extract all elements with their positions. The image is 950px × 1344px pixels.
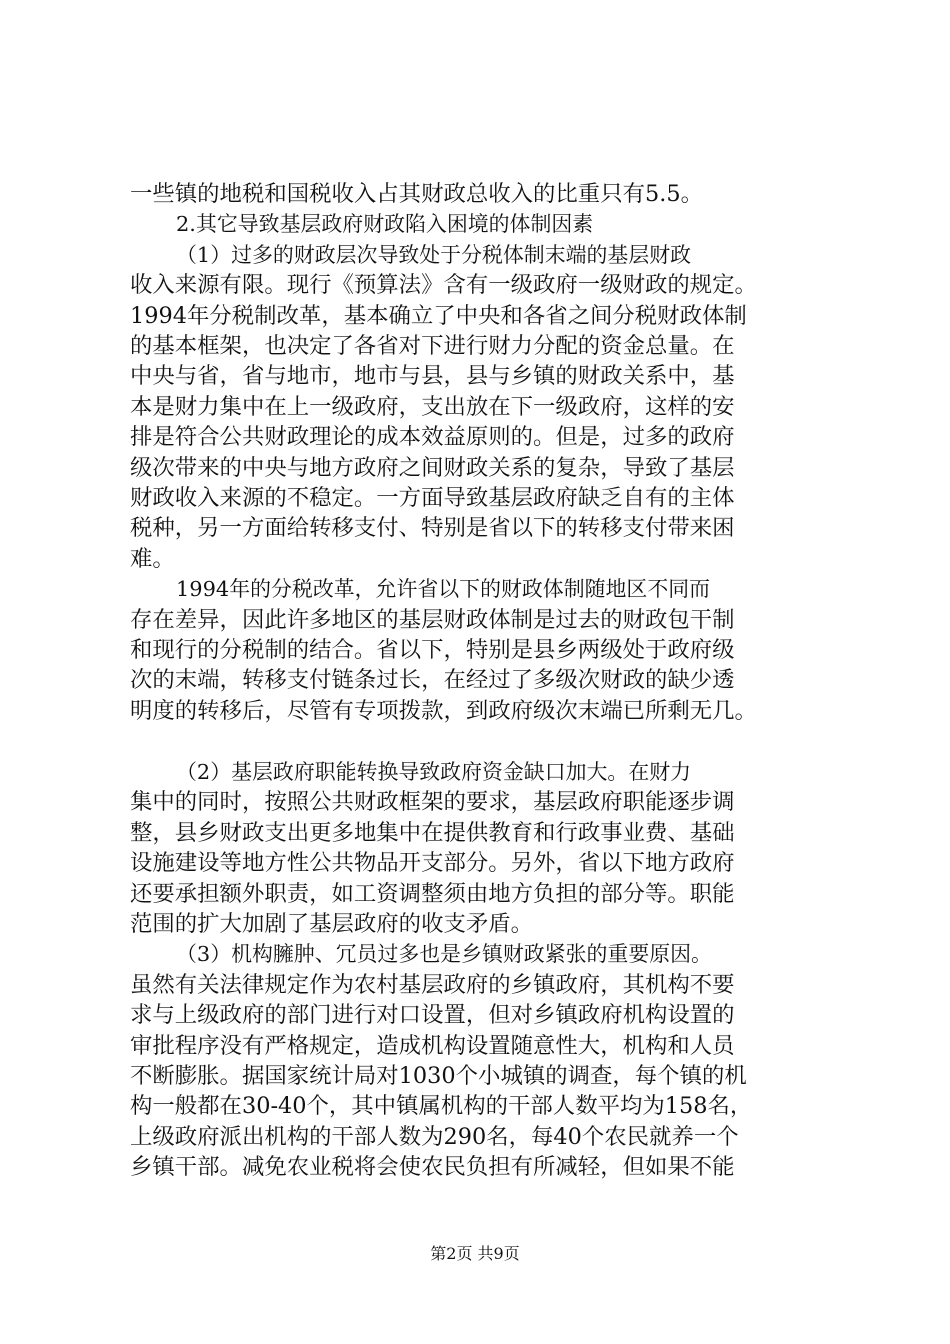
text-line: （2）基层政府职能转换导致政府资金缺口加大。在财力 [176, 760, 692, 784]
text-line: 审批程序没有严格规定，造成机构设置随意性大，机构和人员 [130, 1033, 735, 1059]
text-line: 财政收入来源的不稳定。一方面导致基层政府缺乏自有的主体 [130, 485, 735, 511]
text-line: 不断膨胀。据国家统计局对1030个小城镇的调查，每个镇的机 [130, 1063, 747, 1089]
text-line: 本是财力集中在上一级政府，支出放在下一级政府，这样的安 [130, 394, 735, 420]
text-line: 次的末端，转移支付链条过长，在经过了多级次财政的缺少透 [130, 667, 735, 693]
text-line: 范围的扩大加剧了基层政府的收支矛盾。 [130, 911, 534, 937]
text-line: 税种，另一方面给转移支付、特别是省以下的转移支付带来困 [130, 515, 735, 541]
text-line: 设施建设等地方性公共物品开支部分。另外，省以下地方政府 [130, 850, 735, 876]
text-line: 还要承担额外职责，如工资调整须由地方负担的部分等。职能 [130, 881, 735, 907]
text-line: （3）机构臃肿、冗员过多也是乡镇财政紧张的重要原因。 [176, 942, 712, 966]
text-line: 上级政府派出机构的干部人数为290名，每40个农民就养一个 [130, 1124, 739, 1150]
text-line: 构一般都在30-40个，其中镇属机构的干部人数平均为158名， [130, 1093, 753, 1119]
text-line: 1994年分税制改革，基本确立了中央和各省之间分税财政体制 [130, 303, 747, 329]
section-heading: 2.其它导致基层政府财政陷入困境的体制因素 [176, 212, 594, 236]
text-line: 乡镇干部。减免农业税将会使农民负担有所减轻，但如果不能 [130, 1154, 735, 1180]
text-line: 和现行的分税制的结合。省以下，特别是县乡两级处于政府级 [130, 637, 735, 663]
text-line: 明度的转移后，尽管有专项拨款，到政府级次末端已所剩无几。 [130, 698, 757, 724]
page-footer: 第2页 共9页 [430, 1244, 520, 1263]
text-line: 整，县乡财政支出更多地集中在提供教育和行政事业费、基础 [130, 820, 735, 846]
text-line: 收入来源有限。现行《预算法》含有一级政府一级财政的规定。 [130, 272, 757, 298]
text-line: 存在差异，因此许多地区的基层财政体制是过去的财政包干制 [130, 607, 735, 633]
text-line: 难。 [130, 546, 175, 572]
text-line: 一些镇的地税和国税收入占其财政总收入的比重只有5.5。 [130, 181, 703, 207]
text-line: 1994年的分税改革，允许省以下的财政体制随地区不同而 [176, 577, 711, 601]
text-line: 求与上级政府的部门进行对口设置，但对乡镇政府机构设置的 [130, 1002, 735, 1028]
text-line: 的基本框架，也决定了各省对下进行财力分配的资金总量。在 [130, 333, 735, 359]
text-line: 虽然有关法律规定作为农村基层政府的乡镇政府，其机构不要 [130, 972, 735, 998]
text-line: （1）过多的财政层次导致处于分税体制末端的基层财政 [176, 243, 692, 267]
text-line: 中央与省，省与地市，地市与县，县与乡镇的财政关系中，基 [130, 363, 735, 389]
text-line: 集中的同时，按照公共财政框架的要求，基层政府职能逐步调 [130, 789, 735, 815]
text-line: 排是符合公共财政理论的成本效益原则的。但是，过多的政府 [130, 424, 735, 450]
text-line: 级次带来的中央与地方政府之间财政关系的复杂，导致了基层 [130, 455, 735, 481]
